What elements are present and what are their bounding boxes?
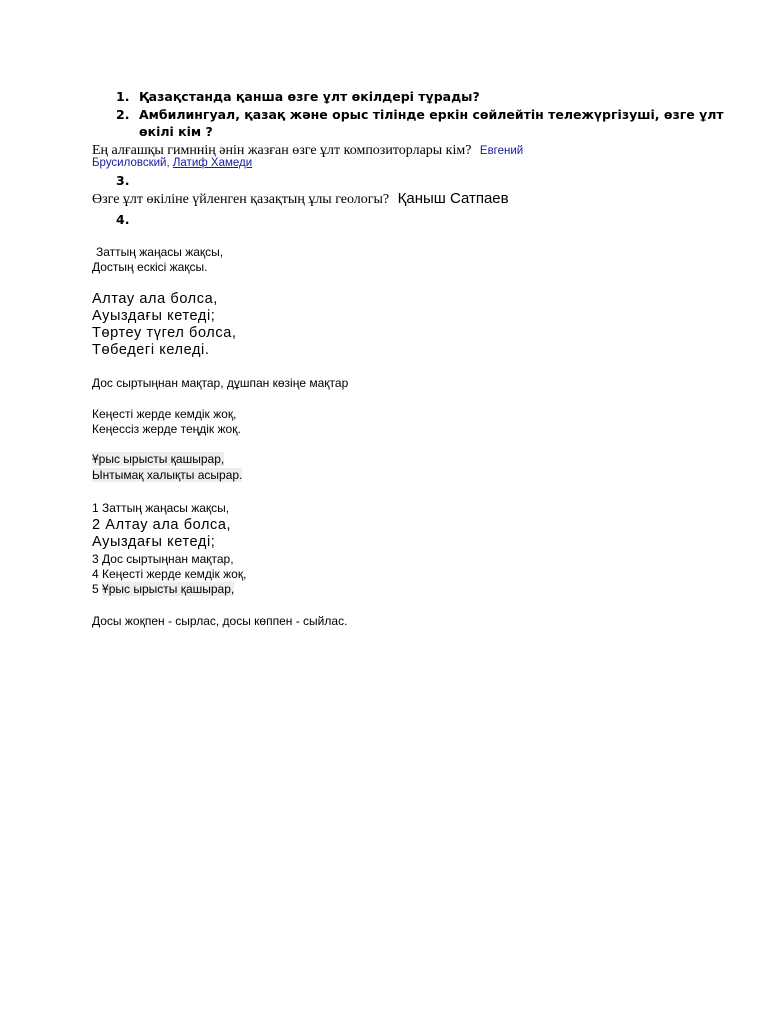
list-number-1: 1. bbox=[116, 89, 130, 104]
question-2-line2: өкілі кім ? bbox=[139, 124, 213, 139]
numbered-item-3: 3 Дос сыртыңнан мақтар, bbox=[92, 552, 234, 566]
numbered-item-4: 4 Кеңесті жерде кемдік жоқ, bbox=[92, 567, 247, 581]
question-2-line1: Амбилингуал, қазақ және орыс тілінде еркін сөйлейтін тележүргізуші, өзге ұлт bbox=[139, 107, 724, 122]
numbered-item-2: 2 Алтау ала болса, bbox=[92, 517, 232, 533]
proverb-4-line2: Кеңессіз жерде теңдік жоқ. bbox=[92, 422, 241, 436]
numbered-item-5 bbox=[92, 582, 234, 596]
proverb-3: Дос сыртыңнан мақтар, дұшпан көзіңе мақтар bbox=[92, 376, 349, 390]
proverb-2-line3: Төртеу түгел болса, bbox=[92, 325, 237, 341]
list-number-4: 4. bbox=[116, 212, 130, 227]
numbered-item-1: 1 Заттың жаңасы жақсы, bbox=[92, 501, 230, 515]
proverb-4-line1: Кеңесті жерде кемдік жоқ, bbox=[92, 407, 237, 421]
proverb-1-line2: Достың ескісі жақсы. bbox=[92, 260, 208, 274]
proverb-2-line1: Алтау ала болса, bbox=[92, 291, 218, 307]
answer-composer2-link[interactable]: Латиф Хамеди bbox=[172, 157, 253, 169]
highlighted-text: Ынтымақ халықты асырар. bbox=[92, 468, 243, 482]
question-geologist: Өзге ұлт өкіліне үйленген қазақтың ұлы геологы? bbox=[92, 192, 390, 207]
highlighted-text: Ұрыс ырысты қашырар, bbox=[102, 582, 235, 596]
list-number-2: 2. bbox=[116, 107, 130, 122]
question-1: Қазақстанда қанша өзге ұлт өкілдері тұрады? bbox=[139, 89, 480, 104]
answer-composers-row bbox=[92, 157, 252, 169]
numbered-item-2-cont: Ауыздағы кетеді; bbox=[92, 534, 216, 550]
answer-composer1-part2: Брусиловский bbox=[92, 157, 167, 169]
proverb-5-line2 bbox=[92, 468, 242, 482]
question-composers: Ең алғашқы гимннің әнін жазған өзге ұлт композиторлары кім? bbox=[92, 143, 472, 158]
closing-proverb: Досы жоқпен - сырлас, досы көппен - сыйлас. bbox=[92, 614, 348, 628]
answer-geologist: Қаныш Сатпаев bbox=[397, 190, 509, 207]
highlighted-text: Ұрыс ырысты қашырар, bbox=[92, 452, 225, 466]
proverb-2-line4: Төбедегі келеді. bbox=[92, 342, 210, 358]
list-number-3: 3. bbox=[116, 173, 130, 188]
answer-composer1-part1: Евгений bbox=[479, 145, 524, 157]
numbered-item-5-number: 5 bbox=[92, 582, 103, 596]
question-geologist-row bbox=[92, 190, 509, 208]
proverb-5-line1 bbox=[92, 452, 224, 466]
proverb-2-line2: Ауыздағы кетеді; bbox=[92, 308, 216, 324]
proverb-1-line1: Заттың жаңасы жақсы, bbox=[96, 245, 224, 259]
answer-separator: , bbox=[166, 157, 170, 169]
